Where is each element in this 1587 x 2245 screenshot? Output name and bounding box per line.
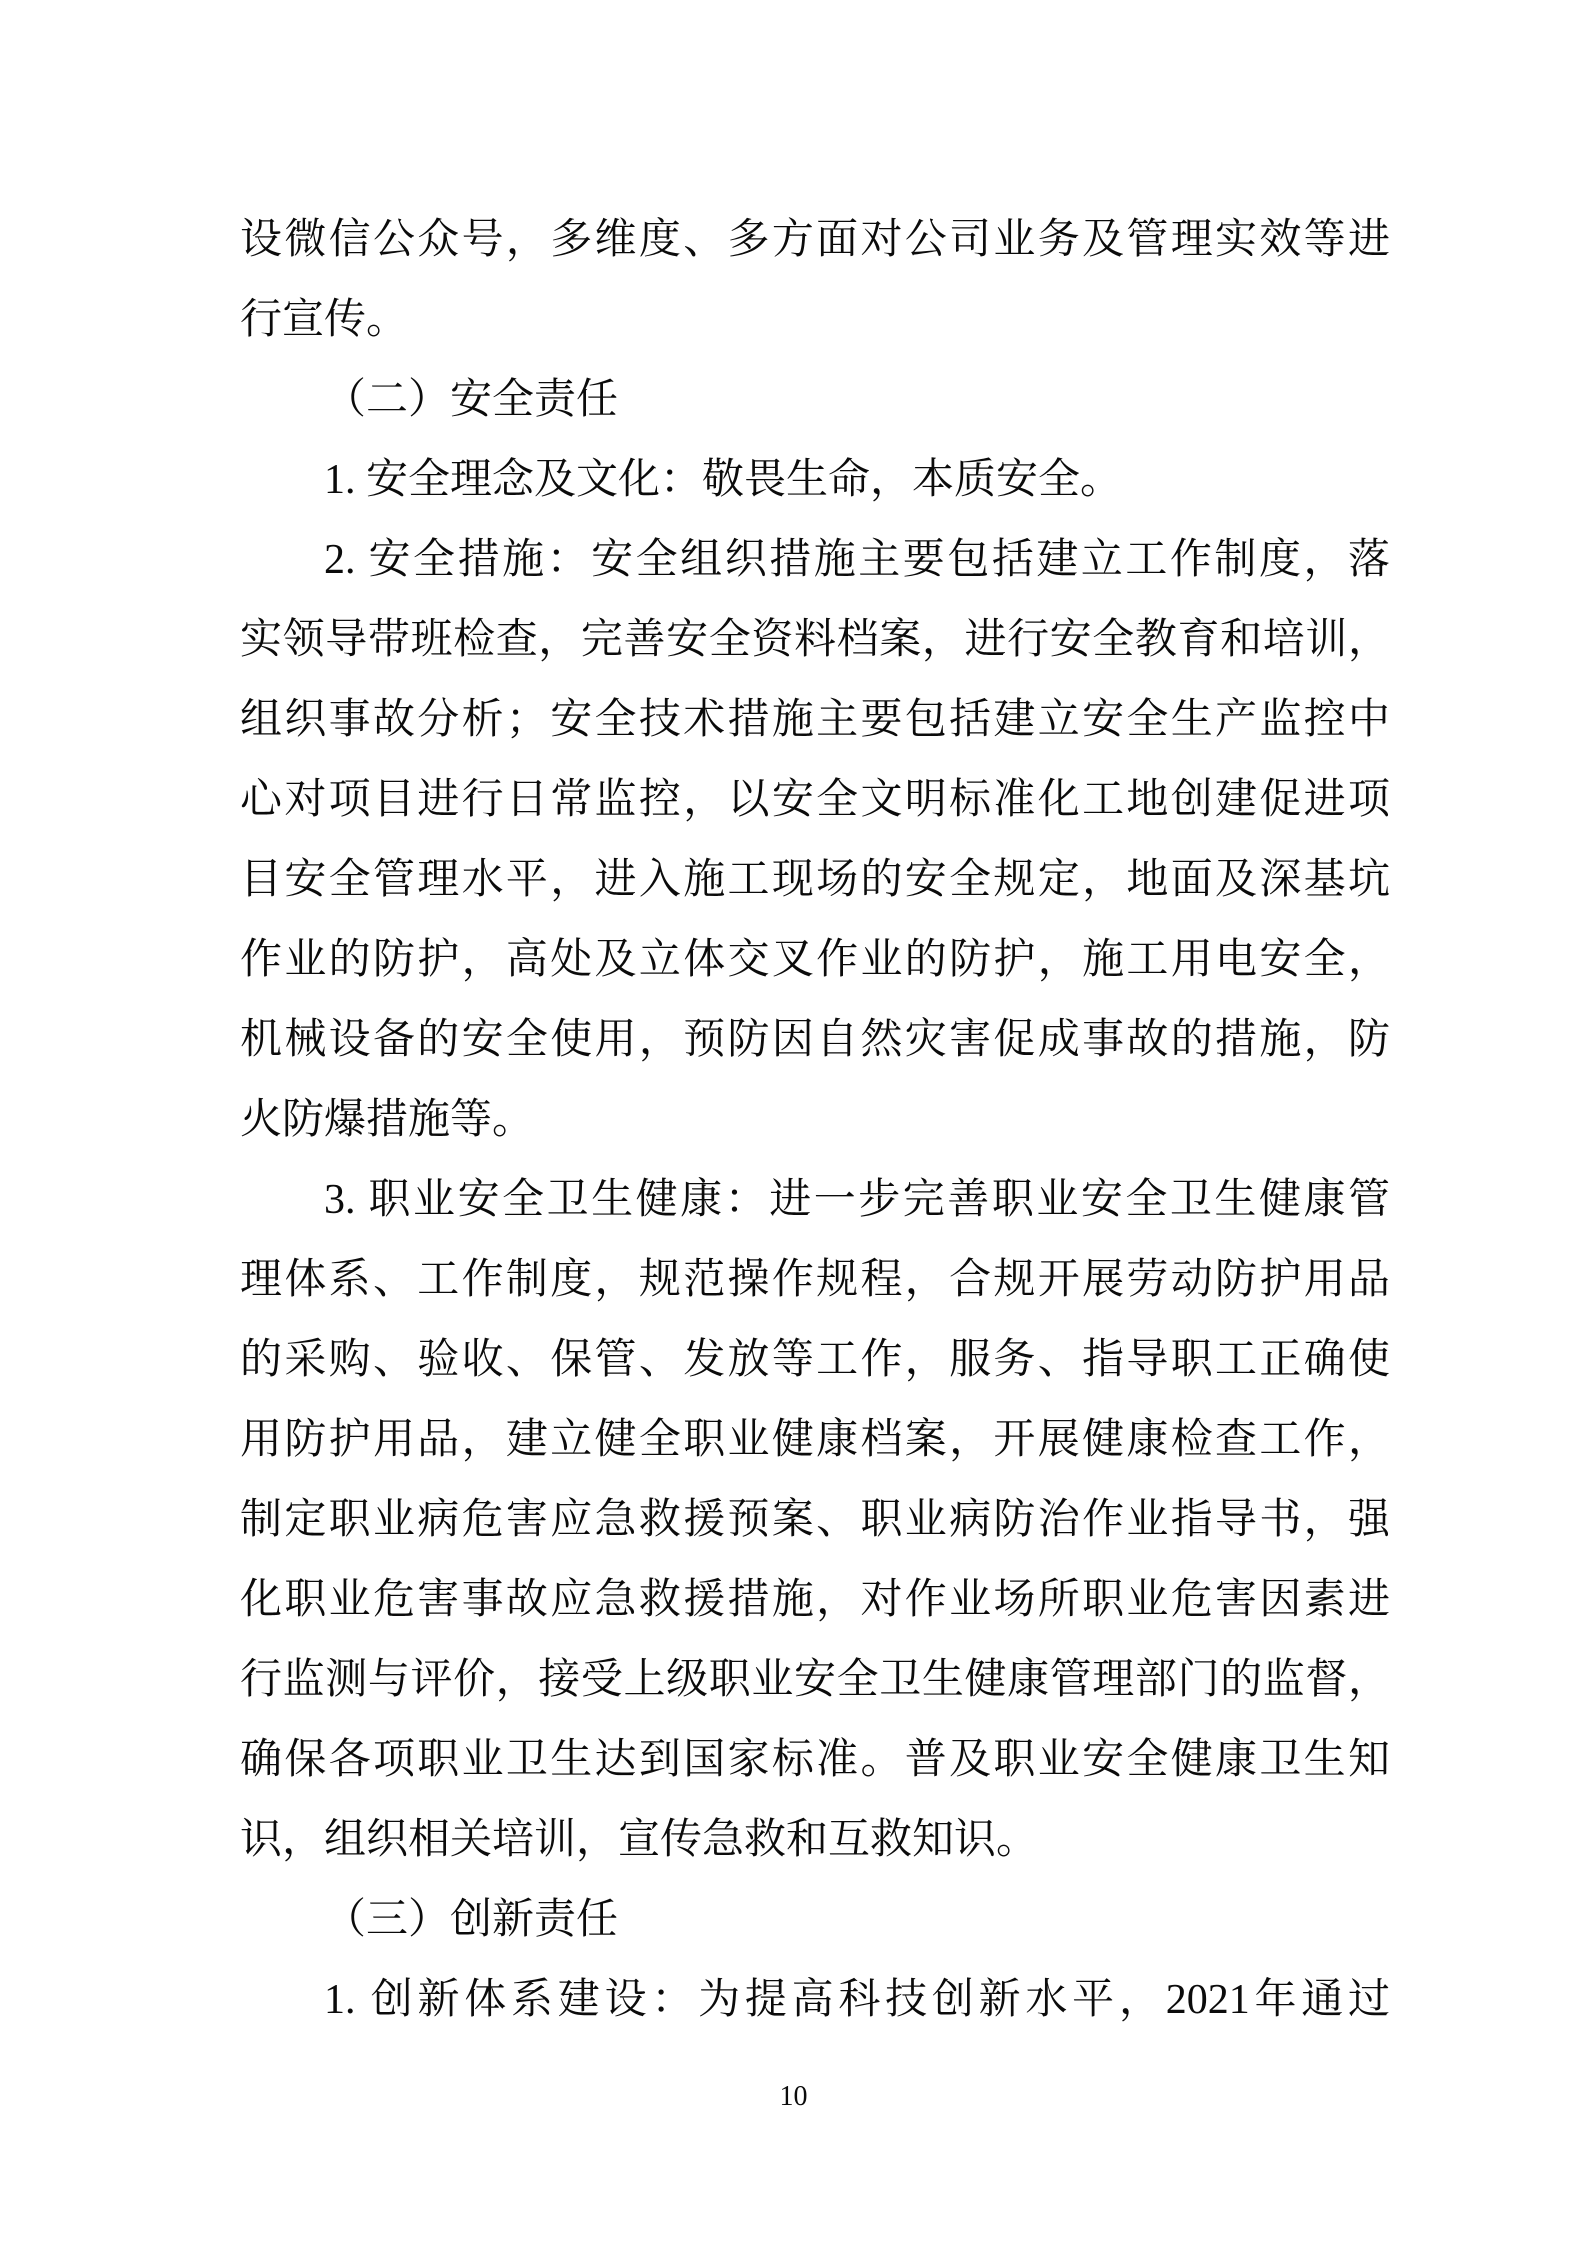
page-number: 10: [779, 2081, 808, 2112]
text-line: 的采购、验收、保管、发放等工作，服务、指导职工正确使: [240, 1337, 1390, 1383]
text-line: 1. 创新体系建设：为提高科技创新水平，2021年通过: [324, 1977, 1390, 2023]
text-line: 1. 安全理念及文化：敬畏生命，本质安全。: [324, 457, 1123, 503]
text-line: 确保各项职业卫生达到国家标准。普及职业安全健康卫生知: [240, 1737, 1390, 1783]
document-body: [240, 200, 1390, 2040]
text-line: 组织事故分析；安全技术措施主要包括建立安全生产监控中: [240, 697, 1390, 743]
text-line: 3. 职业安全卫生健康：进一步完善职业安全卫生健康管: [324, 1177, 1390, 1223]
text-line: 2. 安全措施：安全组织措施主要包括建立工作制度，落: [324, 537, 1390, 583]
text-line: 理体系、工作制度，规范操作规程，合规开展劳动防护用品: [240, 1257, 1390, 1303]
text-line: 机械设备的安全使用，预防因自然灾害促成事故的措施，防: [240, 1017, 1390, 1063]
text-line: 设微信公众号，多维度、多方面对公司业务及管理实效等进: [240, 217, 1390, 263]
text-line: 行监测与评价，接受上级职业安全卫生健康管理部门的监督，: [240, 1657, 1390, 1703]
section-heading: （三）创新责任: [324, 1897, 619, 1943]
text-line: 行宣传。: [240, 297, 409, 343]
text-line: 作业的防护，高处及立体交叉作业的防护，施工用电安全，: [240, 937, 1390, 983]
text-line: 制定职业病危害应急救援预案、职业病防治作业指导书，强: [240, 1497, 1390, 1543]
text-line: 心对项目进行日常监控，以安全文明标准化工地创建促进项: [240, 777, 1390, 823]
text-line: 识，组织相关培训，宣传急救和互救知识。: [240, 1817, 1039, 1863]
text-line: 化职业危害事故应急救援措施，对作业场所职业危害因素进: [240, 1577, 1390, 1623]
text-line: 用防护用品，建立健全职业健康档案，开展健康检查工作，: [240, 1417, 1390, 1463]
text-line: 目安全管理水平，进入施工现场的安全规定，地面及深基坑: [240, 857, 1390, 903]
text-line: 实领导带班检查，完善安全资料档案，进行安全教育和培训，: [240, 617, 1390, 663]
text-line: 火防爆措施等。: [240, 1097, 535, 1143]
section-heading: （二）安全责任: [324, 377, 619, 423]
